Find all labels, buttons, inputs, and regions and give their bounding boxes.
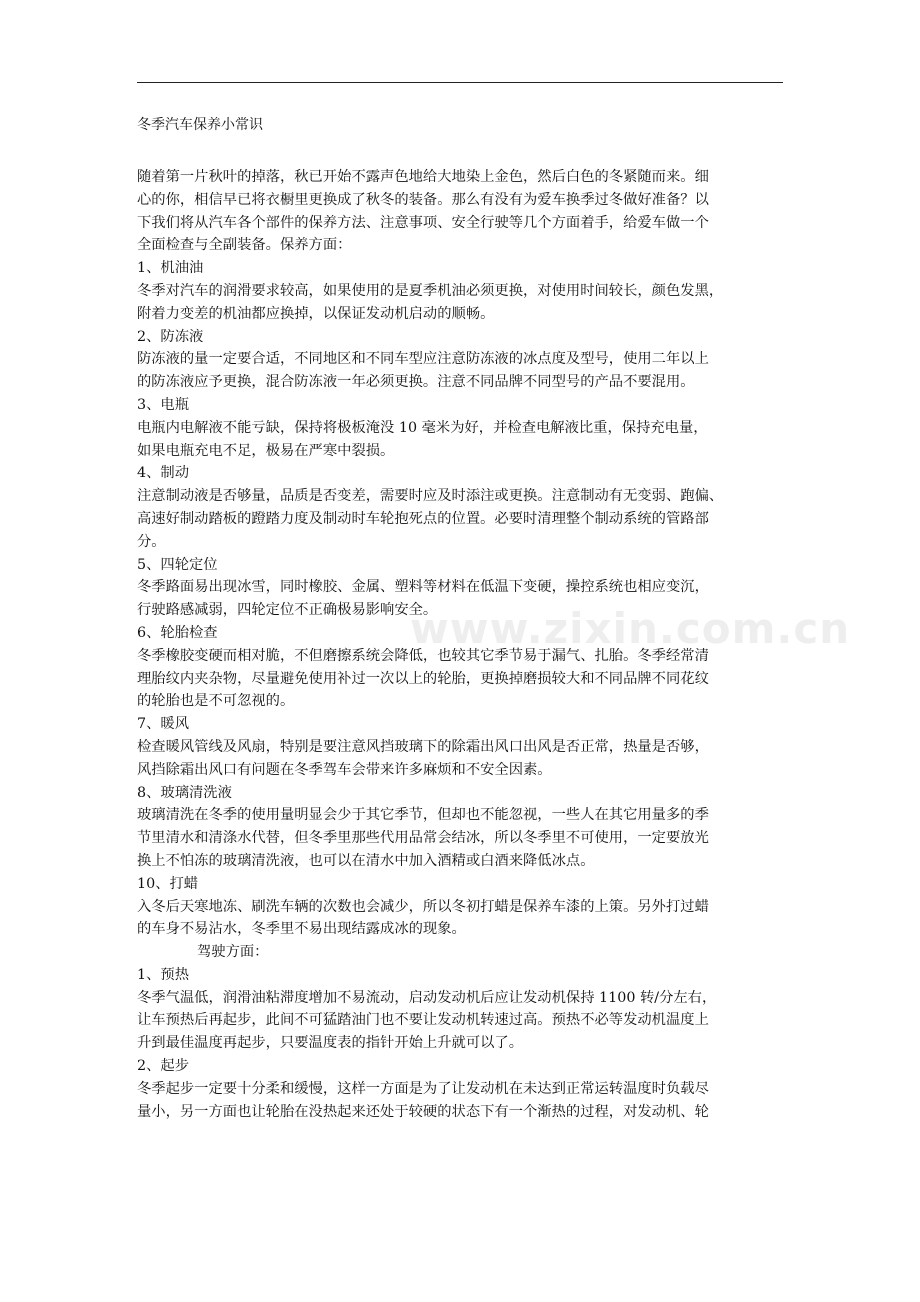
text-line: 电瓶内电解液不能亏缺，保持将极板淹没 10 毫米为好，并检查电解液比重，保持充电量， (137, 419, 708, 436)
text-line: 随着第一片秋叶的掉落，秋已开始不露声色地给大地染上金色，然后白色的冬紧随而来。细 (137, 169, 709, 185)
section-brakes (137, 462, 787, 553)
text-line: 如果电瓶充电不足，极易在严寒中裂损。 (137, 442, 395, 459)
text-line: 注意制动液是否够量，品质是否变差，需要时应及时添注或更换。注意制动有无变弱、跑偏、 (137, 488, 724, 505)
title-spacer (137, 139, 787, 166)
text-line: 入冬后天寒地冻、刷洗车辆的次数也会减少，所以冬初打蜡是保养车漆的上策。另外打过蜡 (137, 898, 709, 915)
text-line: 高速好制动踏板的蹬踏力度及制动时车轮抱死点的位置。必要时清理整个制动系统的管路部 (137, 510, 709, 527)
section-heading: 6、轮胎检查 (137, 624, 218, 641)
driving-section (137, 941, 787, 1123)
text-line: 冬季对汽车的润滑要求较高，如果使用的是夏季机油必须更换，对使用时间较长，颜色发黑， (137, 282, 724, 299)
section-preheat (137, 964, 787, 1055)
section-tires (137, 622, 787, 713)
text-line: 行驶路感减弱，四轮定位不正确极易影响安全。 (137, 602, 438, 619)
text-line: 换上不怕冻的玻璃清洗液，也可以在清水中加入酒精或白酒来降低冰点。 (137, 852, 595, 869)
section-heading: 5、四轮定位 (137, 556, 218, 573)
section-oil (137, 257, 787, 325)
header-rule (137, 82, 783, 83)
section-washer-fluid (137, 782, 787, 873)
text-line: 理胎纹内夹杂物，尽量避免使用补过一次以上的轮胎，更换掉磨损较大和不同品牌不同花纹 (137, 670, 709, 687)
text-line: 风挡除霜出风口有问题在冬季驾车会带来许多麻烦和不安全因素。 (137, 761, 552, 778)
text-line: 让车预热后再起步，此间不可猛踏油门也不要让发动机转速过高。预热不必等发动机温度上 (137, 1012, 709, 1029)
text-line: 量小，另一方面也让轮胎在没热起来还处于较硬的状态下有一个渐热的过程，对发动机、轮 (137, 1103, 709, 1120)
section-heading: 8、玻璃清洗液 (137, 784, 232, 801)
section-heading: 10、打蜡 (137, 875, 199, 892)
text-line: 节里清水和清涤水代替，但冬季里那些代用品常会结冰，所以冬季里不可使用，一定要放光 (137, 830, 709, 847)
text-line: 冬季路面易出现冰雪，同时橡胶、金属、塑料等材料在低温下变硬，操控系统也相应变沉， (137, 579, 709, 596)
section-heater (137, 713, 787, 781)
driving-section-heading: 驾驶方面： (197, 944, 269, 961)
text-line: 的轮胎也是不可忽视的。 (137, 693, 295, 710)
intro-paragraph (137, 166, 787, 257)
text-line: 玻璃清洗在冬季的使用量明显会少于其它季节，但却也不能忽视，一些人在其它用量多的季 (137, 807, 709, 824)
section-waxing (137, 873, 787, 941)
text-line: 全面检查与全副装备。保养方面： (137, 237, 352, 254)
document-body (137, 112, 787, 1123)
text-line: 的防冻液应予更换，混合防冻液一年必须更换。注意不同品牌不同型号的产品不要混用。 (137, 374, 695, 391)
section-heading: 7、暖风 (137, 716, 189, 733)
section-antifreeze (137, 326, 787, 394)
watermark: www.zixin.com.cn (410, 604, 851, 653)
section-battery (137, 394, 787, 462)
section-heading: 3、电瓶 (137, 396, 189, 413)
document-title: 冬季汽车保养小常识 (137, 117, 263, 133)
section-heading: 1、预热 (137, 966, 189, 983)
text-line: 检查暖风管线及风扇，特别是要注意风挡玻璃下的除霜出风口出风是否正常，热量是否够， (137, 738, 709, 755)
section-heading: 4、制动 (137, 465, 189, 482)
section-heading: 2、起步 (137, 1058, 189, 1075)
maintenance-section (137, 257, 787, 941)
text-line: 冬季橡胶变硬而相对脆，不但磨擦系统会降低，也较其它季节易于漏气、扎胎。冬季经常清 (137, 647, 709, 664)
text-line: 升到最佳温度再起步，只要温度表的指针开始上升就可以了。 (137, 1035, 524, 1052)
text-line: 冬季起步一定要十分柔和缓慢，这样一方面是为了让发动机在未达到正常运转温度时负载尽 (137, 1080, 709, 1097)
section-heading: 1、机油油 (137, 260, 204, 277)
text-line: 分。 (137, 533, 166, 550)
text-line: 冬季气温低，润滑油粘滞度增加不易流动，启动发动机后应让发动机保持 1100 转/分左右， (137, 989, 717, 1006)
text-line: 防冻液的量一定要合适，不同地区和不同车型应注意防冻液的冰点度及型号，使用二年以上 (137, 351, 709, 368)
section-heading: 2、防冻液 (137, 328, 204, 345)
section-alignment (137, 554, 787, 622)
text-line: 下我们将从汽车各个部件的保养方法、注意事项、安全行驶等几个方面着手，给爱车做一个 (137, 214, 709, 231)
text-line: 附着力变差的机油都应换掉，以保证发动机启动的顺畅。 (137, 305, 495, 322)
text-line: 心的你，相信早已将衣橱里更换成了秋冬的装备。那么有没有为爱车换季过冬做好准备？以 (137, 191, 709, 208)
text-line: 的车身不易沾水，冬季里不易出现结露成冰的现象。 (137, 921, 466, 938)
section-starting (137, 1055, 787, 1123)
